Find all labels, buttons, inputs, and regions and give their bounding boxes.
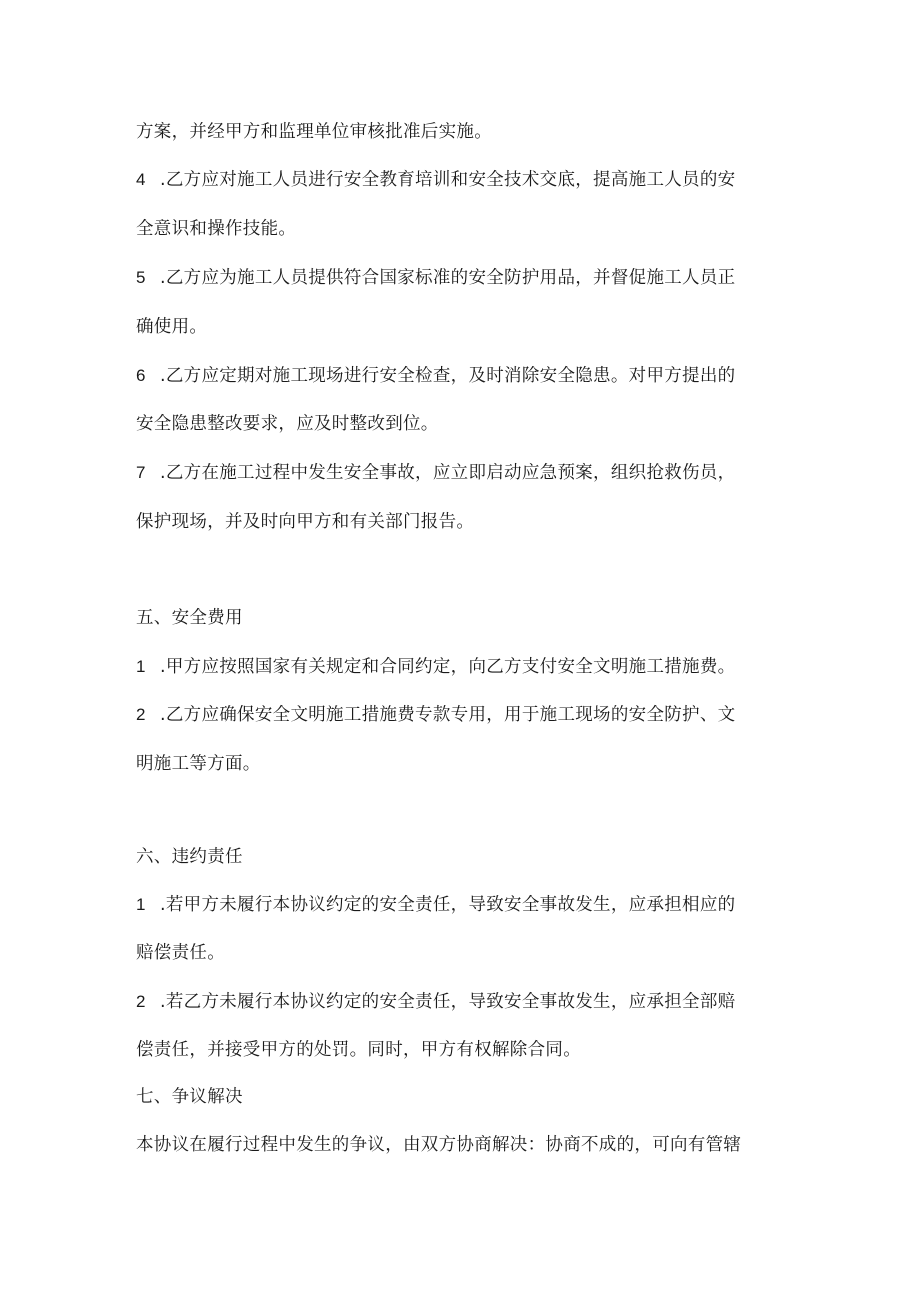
line-text: 方案，并经甲方和监理单位审核批准后实施。 <box>136 122 492 142</box>
heading-text: 五、安全费用 <box>136 608 243 628</box>
list-item-line <box>136 266 786 290</box>
paragraph-line <box>136 752 786 776</box>
item-number: 6 <box>136 366 146 385</box>
item-number: 4 <box>136 170 146 189</box>
item-number: 1 <box>136 895 146 914</box>
item-number: 7 <box>136 463 146 482</box>
list-item-line <box>136 461 786 485</box>
paragraph-line <box>136 510 786 534</box>
line-text: .若乙方未履行本协议约定的安全责任，导致安全事故发生，应承担全部赔 <box>160 992 736 1012</box>
line-text: 偿责任，并接受甲方的处罚。同时，甲方有权解除合同。 <box>136 1040 581 1060</box>
list-item-line <box>136 703 786 727</box>
item-number: 5 <box>136 268 146 287</box>
paragraph-line <box>136 217 786 241</box>
item-number: 2 <box>136 992 146 1011</box>
line-text: 明施工等方面。 <box>136 754 261 774</box>
line-text: 保护现场，并及时向甲方和有关部门报告。 <box>136 512 475 532</box>
item-number: 1 <box>136 657 146 676</box>
line-text: .甲方应按照国家有关规定和合同约定，向乙方支付安全文明施工措施费。 <box>160 657 736 677</box>
list-item-line <box>136 168 786 192</box>
paragraph-line <box>136 315 786 339</box>
list-item-line <box>136 655 786 679</box>
line-text: .乙方应为施工人员提供符合国家标准的安全防护用品，并督促施工人员正 <box>160 268 736 288</box>
section-heading <box>136 845 786 869</box>
line-text: 本协议在履行过程中发生的争议，由双方协商解决：协商不成的，可向有管辖 <box>136 1135 742 1155</box>
line-text: 全意识和操作技能。 <box>136 219 297 239</box>
line-text: 安全隐患整改要求，应及时整改到位。 <box>136 414 439 434</box>
heading-text: 六、违约责任 <box>136 847 243 867</box>
paragraph-line <box>136 412 786 436</box>
paragraph-line <box>136 1038 786 1062</box>
paragraph-line <box>136 941 786 965</box>
section-heading <box>136 606 786 630</box>
line-text: .乙方应确保安全文明施工措施费专款专用，用于施工现场的安全防护、文 <box>160 705 736 725</box>
line-text: .乙方应定期对施工现场进行安全检查，及时消除安全隐患。对甲方提出的 <box>160 366 736 386</box>
line-text: .乙方应对施工人员进行安全教育培训和安全技术交底，提高施工人员的安 <box>160 170 736 190</box>
item-number: 2 <box>136 705 146 724</box>
line-text: .若甲方未履行本协议约定的安全责任，导致安全事故发生，应承担相应的 <box>160 895 736 915</box>
list-item-line <box>136 893 786 917</box>
line-text: .乙方在施工过程中发生安全事故，应立即启动应急预案，组织抢救伤员， <box>160 463 736 483</box>
list-item-line <box>136 990 786 1014</box>
paragraph-line <box>136 120 786 144</box>
line-text: 赔偿责任。 <box>136 943 225 963</box>
heading-text: 七、争议解决 <box>136 1087 243 1107</box>
section-heading <box>136 1085 786 1109</box>
line-text: 确使用。 <box>136 317 208 337</box>
list-item-line <box>136 364 786 388</box>
paragraph-line <box>136 1133 786 1157</box>
